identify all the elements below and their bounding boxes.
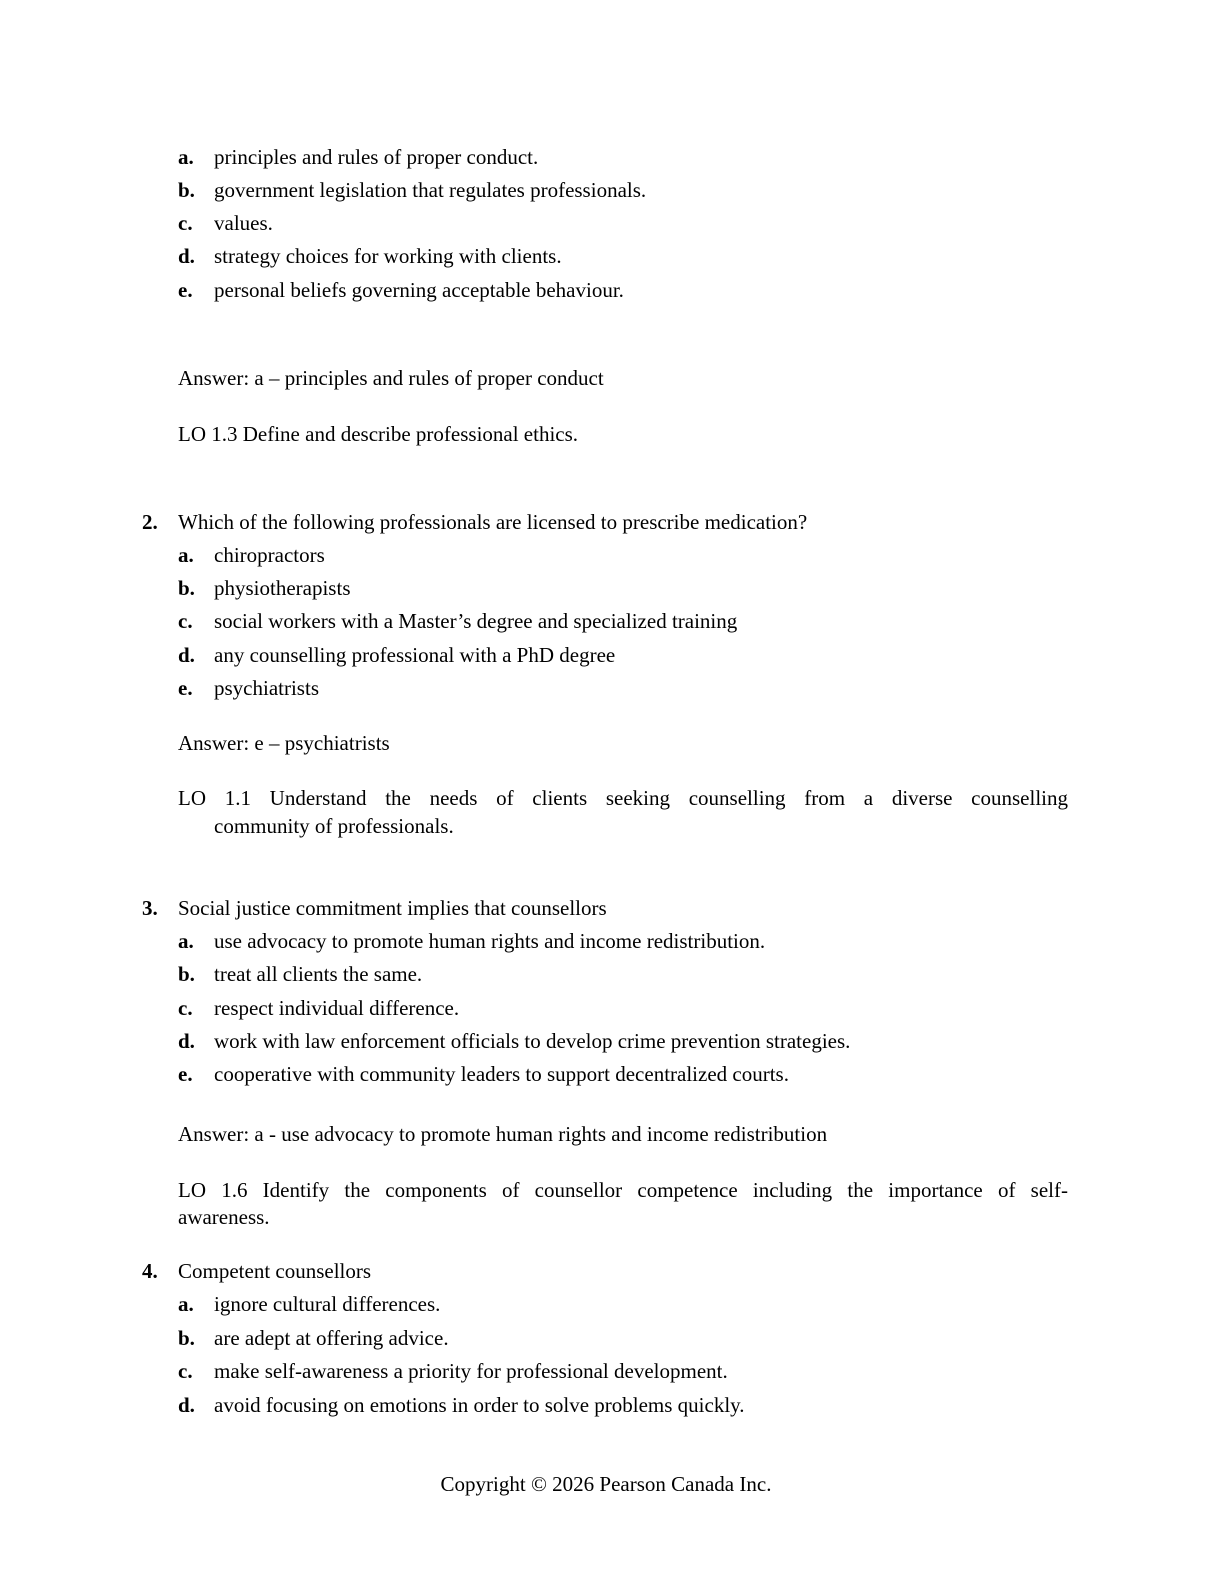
question-text: Which of the following professionals are licensed to prescribe medication? [178, 510, 808, 534]
learning-objective-1: LO 1.3 Define and describe professional ethics. [178, 422, 579, 446]
question-number: 4. [142, 1259, 158, 1283]
option-label: d. [178, 643, 195, 667]
option-text: strategy choices for working with clients. [214, 244, 562, 268]
option-label: d. [178, 1029, 195, 1053]
option-label: e. [178, 676, 193, 700]
option-label: b. [178, 178, 195, 202]
option-label: b. [178, 1326, 195, 1350]
option-label: c. [178, 609, 193, 633]
learning-objective-3: LO 1.6 Identify the components of counsellor competence including the importance of self- [178, 1178, 1068, 1202]
option-label: c. [178, 996, 193, 1020]
option-text: cooperative with community leaders to support decentralized courts. [214, 1062, 789, 1086]
option-text: are adept at offering advice. [214, 1326, 449, 1350]
option-label: a. [178, 929, 194, 953]
answer-2: Answer: e – psychiatrists [178, 731, 390, 755]
option-label: a. [178, 145, 194, 169]
question-number: 2. [142, 510, 158, 534]
option-text: chiropractors [214, 543, 325, 567]
option-label: a. [178, 543, 194, 567]
option-text: avoid focusing on emotions in order to solve problems quickly. [214, 1393, 745, 1417]
question-text: Social justice commitment implies that counsellors [178, 896, 607, 920]
question-number: 3. [142, 896, 158, 920]
option-text: principles and rules of proper conduct. [214, 145, 539, 169]
option-label: d. [178, 244, 195, 268]
option-text: work with law enforcement officials to develop crime prevention strategies. [214, 1029, 851, 1053]
question-text: Competent counsellors [178, 1259, 372, 1283]
option-label: b. [178, 962, 195, 986]
answer-1: Answer: a – principles and rules of proper conduct [178, 366, 604, 390]
option-text: physiotherapists [214, 576, 351, 600]
option-label: e. [178, 1062, 193, 1086]
footer [0, 1471, 1224, 1497]
option-label: b. [178, 576, 195, 600]
option-text: respect individual difference. [214, 996, 460, 1020]
answer-3: Answer: a - use advocacy to promote human rights and income redistribution [178, 1122, 828, 1146]
option-text: social workers with a Master’s degree and specialized training [214, 609, 738, 633]
option-text: values. [214, 211, 273, 235]
option-label: d. [178, 1393, 195, 1417]
option-text: ignore cultural differences. [214, 1292, 441, 1316]
learning-objective-2-continued: community of professionals. [214, 814, 454, 838]
option-text: make self-awareness a priority for professional development. [214, 1359, 728, 1383]
option-text: use advocacy to promote human rights and income redistribution. [214, 929, 766, 953]
option-text: personal beliefs governing acceptable behaviour. [214, 278, 624, 302]
option-text: any counselling professional with a PhD degree [214, 643, 616, 667]
option-label: c. [178, 1359, 193, 1383]
option-label: a. [178, 1292, 194, 1316]
learning-objective-2: LO 1.1 Understand the needs of clients seeking counselling from a diverse counselling [178, 786, 1068, 810]
option-label: e. [178, 278, 193, 302]
learning-objective-3-continued: awareness. [178, 1205, 270, 1229]
option-text: government legislation that regulates professionals. [214, 178, 647, 202]
option-text: treat all clients the same. [214, 962, 423, 986]
copyright-text: Copyright © 2026 Pearson Canada Inc. [440, 1472, 772, 1496]
option-text: psychiatrists [214, 676, 319, 700]
option-label: c. [178, 211, 193, 235]
